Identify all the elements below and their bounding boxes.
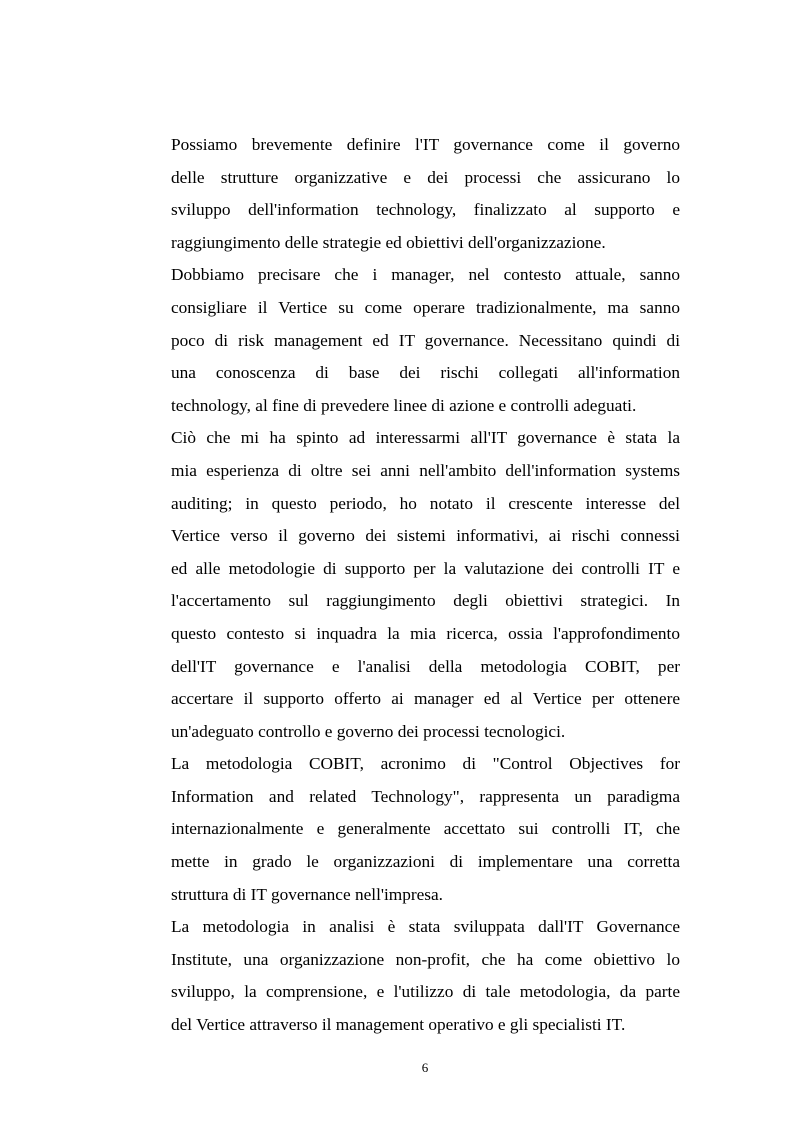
text-line: Vertice verso il governo dei sistemi informativi, ai rischi connessi: [171, 526, 680, 546]
paragraph: [171, 259, 680, 422]
text-line: accertare il supporto offerto ai manager ed al Vertice per ottenere: [171, 689, 680, 709]
text-line: poco di risk management ed IT governance. Necessitano quindi di: [171, 330, 680, 350]
paragraph: [171, 129, 680, 259]
text-line: Ciò che mi ha spinto ad interessarmi all'IT governance è stata la: [171, 428, 680, 448]
text-line: Information and related Technology", rappresenta un paradigma: [171, 786, 680, 806]
text-line: auditing; in questo periodo, ho notato il crescente interesse del: [171, 493, 680, 513]
text-line: dell'IT governance e l'analisi della metodologia COBIT, per: [171, 656, 680, 676]
text-line: una conoscenza di base dei rischi collegati all'information: [171, 363, 680, 383]
text-line: Dobbiamo precisare che i manager, nel contesto attuale, sanno: [171, 265, 680, 285]
text-line: technology, al fine di prevedere linee di azione e controlli adeguati.: [171, 395, 637, 415]
text-line: struttura di IT governance nell'impresa.: [171, 884, 444, 904]
text-line: un'adeguato controllo e governo dei processi tecnologici.: [171, 721, 566, 741]
text-line: La metodologia in analisi è stata sviluppata dall'IT Governance: [171, 917, 680, 937]
text-line: ed alle metodologie di supporto per la valutazione dei controlli IT e: [171, 558, 680, 578]
text-line: questo contesto si inquadra la mia ricerca, ossia l'approfondimento: [171, 623, 680, 643]
text-line: internazionalmente e generalmente accettato sui controlli IT, che: [171, 819, 680, 839]
paragraph: [171, 748, 680, 911]
text-line: mia esperienza di oltre sei anni nell'ambito dell'information systems: [171, 460, 680, 480]
text-line: l'accertamento sul raggiungimento degli obiettivi strategici. In: [171, 591, 680, 611]
text-line: sviluppo, la comprensione, e l'utilizzo di tale metodologia, da parte: [171, 982, 680, 1002]
text-line: mette in grado le organizzazioni di implementare una corretta: [171, 852, 680, 872]
text-line: sviluppo dell'information technology, finalizzato al supporto e: [171, 200, 680, 220]
page-body: [171, 129, 680, 1042]
paragraph: [171, 911, 680, 1041]
page-number: 6: [421, 1060, 429, 1075]
text-line: raggiungimento delle strategie ed obiettivi dell'organizzazione.: [171, 232, 606, 252]
text-line: Institute, una organizzazione non-profit, che ha come obiettivo lo: [171, 949, 680, 969]
paragraph: [171, 422, 680, 748]
text-line: consigliare il Vertice su come operare tradizionalmente, ma sanno: [171, 297, 680, 317]
text-line: delle strutture organizzative e dei processi che assicurano lo: [171, 167, 680, 187]
text-line: del Vertice attraverso il management operativo e gli specialisti IT.: [171, 1015, 626, 1035]
text-line: Possiamo brevemente definire l'IT governance come il governo: [171, 135, 680, 154]
text-line: La metodologia COBIT, acronimo di "Control Objectives for: [171, 754, 680, 774]
